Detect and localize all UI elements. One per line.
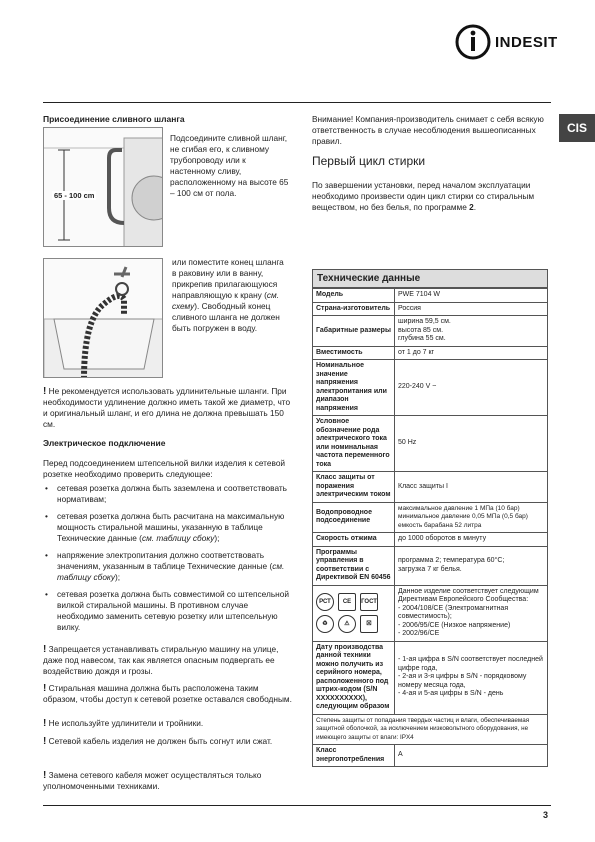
outdoor-warning: ! Запрещается устанавливать стиральную машину на улице, даже под навесом, так как является опасным подвергать ее воздействию дождя и грозы. [43, 644, 279, 676]
drain-height-diagram [43, 127, 163, 247]
warning-mark-icon: ! [43, 683, 47, 694]
cable-replace-warning: ! Замена сетевого кабеля может осуществляться только уполномоченными техниками. [43, 770, 262, 791]
list-item: • напряжение электропитания должно соответствовать значениям, указанным в таблице Технические данные (см. таблицу сбоку); [43, 550, 293, 583]
gost-mark-icon: ГОСТ [360, 593, 378, 611]
table-row: Класс защиты от поражения электрическим током Класс защиты I [313, 472, 548, 503]
safety-icon: ⚠ [338, 615, 356, 633]
list-item: • сетевая розетка должна быть заземлена и соответствовать нормативам; [43, 483, 293, 505]
table-row: Дату производства данной техники можно получить из серийного номера, расположенного под штрих-кодом (S/N XXXXXXXXXX), следующим образом - 1-ая цифра в S/N соответствует последней цифре года, - 2-ая и 3-я цифры в S/N - порядковому номеру месяца года, - 4-ая и 5-ая цифры в S/N - день [313, 641, 548, 714]
cert-marks-cell [313, 585, 395, 641]
drain-instruction-1: Подсоедините сливной шланг, не сгибая его, к сливному трубопроводу или к настенному сливу, расположенному на высоте 65 – 100 см от пола. [170, 133, 289, 198]
table-row: Условное обозначение рода электрического тока или номинальная частота переменного тока 50 Hz [313, 416, 548, 472]
table-row: Программы управления в соответствии с Директивой EN 60456 программа 2; температура 60°С; загрузка 7 кг белья. [313, 546, 548, 585]
weee-bin-icon: ☒ [360, 615, 378, 633]
warning-mark-icon: ! [43, 644, 47, 655]
sink-drain-diagram [43, 258, 163, 378]
rst-mark-icon: РСТ [316, 593, 334, 611]
table-row: Водопроводное подсоединение максимальное давление 1 МПа (10 бар) минимальное давление 0,05 МПа (0,5 бар) емкость барабана 52 литра [313, 502, 548, 533]
list-item: • сетевая розетка должна быть расчитана на максимальную мощность стиральной машины, указанную в таблице Технические данные (см. таблицу сбоку); [43, 511, 293, 544]
first-cycle-text: По завершении установки, перед началом эксплуатации необходимо произвести один цикл стирки со стиральным веществом, но без белья, по программе 2. [312, 180, 535, 212]
table-row: Скорость отжима до 1000 оборотов в минуту [313, 533, 548, 547]
recycle-icon: ♻ [316, 615, 334, 633]
top-divider [43, 102, 551, 103]
table-row: Страна-изготовитель Россия [313, 302, 548, 316]
table-row: РСТ CE ГОСТ ♻ ⚠ ☒ Данное изделие соответствует следующим Директивам Европейского Сообщества: - 2004/108/CE (Электромагнитная совместимость); - 2006/95/CE (Низкое напряжение) - 2002/96/CE [313, 585, 548, 641]
indesit-i-icon [452, 22, 494, 62]
list-item: • сетевая розетка должна быть совместимой со штепсельной вилкой стиральной машины. В противном случае необходимо заменить сетевую розетку или штепсельную вилку. [43, 589, 293, 633]
wall-drain-illustration [44, 128, 163, 247]
brand-name: INDESIT [495, 33, 558, 51]
warning-mark-icon: ! [43, 386, 47, 397]
responsibility-notice: Внимание! Компания-производитель снимает с себя всякую ответственность в случае несоблюдения вышеописанных правил. [312, 114, 544, 146]
language-tab: CIS [559, 114, 595, 142]
adapter-warning: ! Не используйте удлинители и тройники. [43, 718, 204, 729]
warning-mark-icon: ! [43, 770, 47, 781]
cable-bend-warning: ! Сетевой кабель изделия не должен быть согнут или сжат. [43, 736, 273, 747]
table-row: Степень защиты от попадания твердых частиц и влаги, обеспечиваемая защитной оболочкой, за исключением низковольтного оборудования, не имеющего защиты от влаги: IPX4 [313, 714, 548, 745]
warning-mark-icon: ! [43, 718, 47, 729]
table-row: Габаритные размеры ширина 59,5 см. высота 85 см. глубина 55 см. [313, 316, 548, 347]
height-dimension-label: 65 - 100 cm [54, 191, 95, 200]
table-row: Модель PWE 7104 W [313, 289, 548, 303]
tech-data-title: Технические данные [312, 269, 548, 288]
electric-connection-title: Электрическое подключение [43, 438, 166, 448]
table-row: Класс энергопотребления A [313, 745, 548, 767]
drain-hose-title: Присоединение сливного шланга [43, 114, 185, 124]
ce-mark-icon: CE [338, 593, 356, 611]
warning-mark-icon: ! [43, 736, 47, 747]
brand-logo [452, 22, 582, 62]
page-number: 3 [543, 810, 549, 820]
bottom-divider [43, 805, 551, 806]
first-cycle-title: Первый цикл стирки [312, 154, 426, 168]
electric-intro: Перед подсоединением штепсельной вилки изделия к сетевой розетке необходимо проверить следующее: [43, 458, 286, 479]
socket-access-warning: ! Стиральная машина должна быть расположена таким образом, чтобы доступ к сетевой розетке оставался свободным. [43, 683, 292, 704]
tech-data-table [312, 288, 548, 767]
electric-checklist [43, 483, 293, 639]
table-row: Номинальное значение напряжения электропитания или диапазон напряжения 220-240 V ~ [313, 360, 548, 416]
extension-hose-warning: ! Не рекомендуется использовать удлинительные шланги. При необходимости удлинение должно иметь такой же диаметр, что и оригинальный шланг, и его длина не должна превышать 150 см. [43, 386, 291, 429]
sink-hose-illustration [44, 259, 163, 378]
drain-instruction-2: или поместите конец шланга в раковину или в ванну, прикрепив прилагающуюся направляющую к крану (см. схему). Свободный конец сливного шланга не должен быть погружен в воду. [172, 257, 284, 333]
certification-marks [316, 593, 388, 633]
tech-data-section [312, 269, 548, 767]
table-row: Вместимость от 1 до 7 кг [313, 346, 548, 360]
